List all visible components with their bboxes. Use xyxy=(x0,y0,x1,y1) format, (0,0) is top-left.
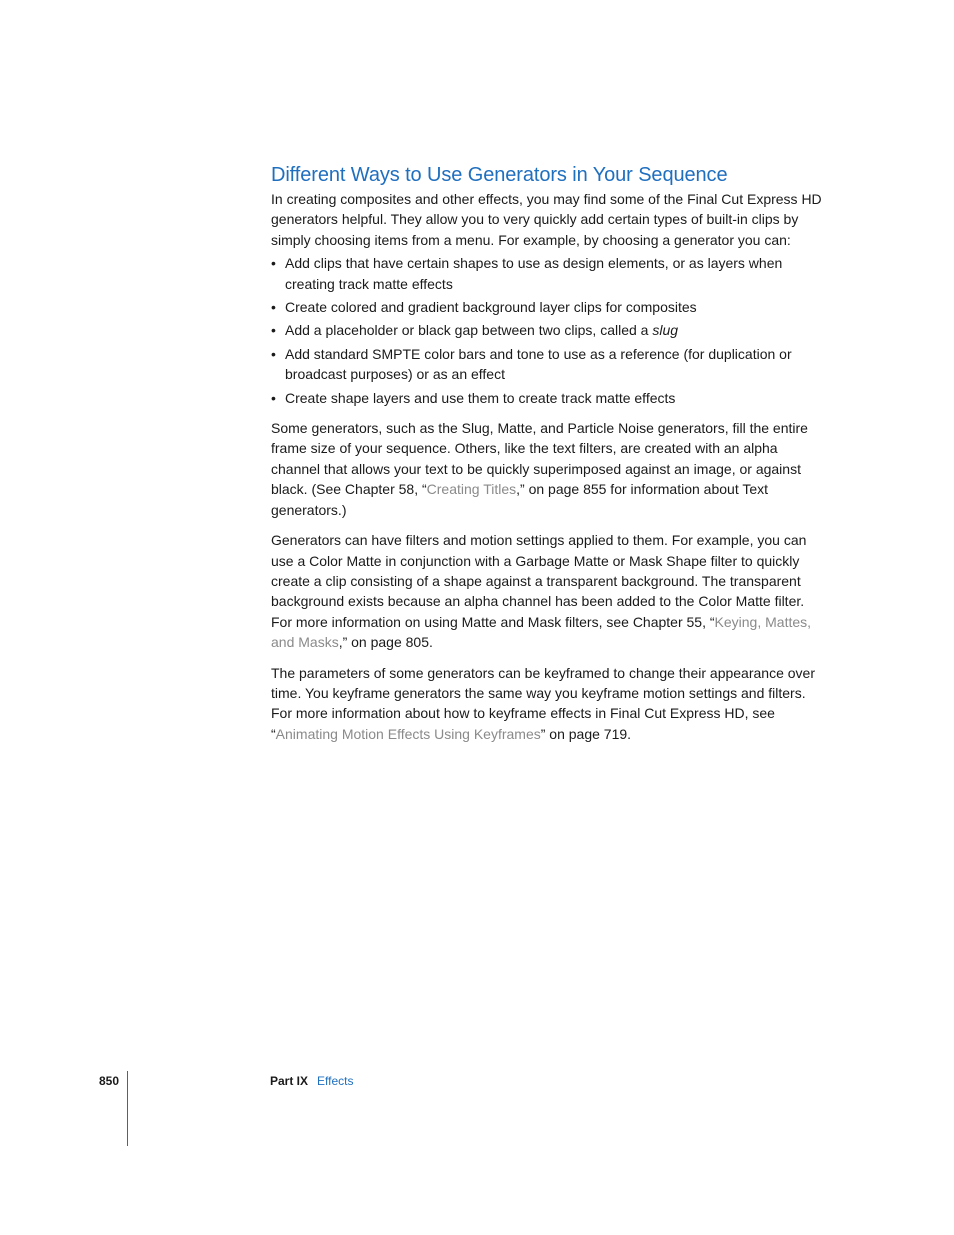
animating-keyframes-link[interactable]: Animating Motion Effects Using Keyframes xyxy=(275,725,541,742)
generator-uses-list xyxy=(271,253,827,408)
list-item-text: Add a placeholder or black gap between two clips, called a xyxy=(285,322,653,339)
list-item-text: Create shape layers and use them to create track matte effects xyxy=(285,389,676,406)
list-item-text: Create colored and gradient background layer clips for composites xyxy=(285,299,697,316)
page-number: 850 xyxy=(99,1074,120,1088)
list-item xyxy=(271,388,827,408)
paragraph-text: The parameters of some generators can be keyframed to change their appearance over time. You keyframe generators the same way you keyframe motion settings and filters. For more information about how to keyframe effects in Final Cut Express HD, see “ xyxy=(271,664,815,742)
slug-term: slug xyxy=(652,322,679,339)
footer-divider xyxy=(127,1071,128,1146)
creating-titles-link[interactable]: Creating Titles xyxy=(426,481,517,498)
paragraph-text: Generators can have filters and motion settings applied to them. For example, you can use a Color Matte in conjunction with a Garbage Matte or Mask Shape filter to quickly create a clip consisting of a shape against a transparent background. The transparent background exists because an alpha channel has been added to the Color Matte filter. For more information on using Matte and Mask filters, see Chapter 55, “ xyxy=(271,532,807,630)
paragraph-text: ,” on page 855 for information about Text generators.) xyxy=(271,481,769,518)
bullet-icon: • xyxy=(271,299,276,316)
page-content xyxy=(271,162,827,744)
keying-mattes-masks-link[interactable]: Keying, Mattes, and Masks xyxy=(271,613,812,651)
list-item xyxy=(271,297,827,317)
bullet-icon: • xyxy=(271,389,276,406)
body-paragraph-filters xyxy=(271,530,827,652)
list-item xyxy=(271,253,827,294)
paragraph-text: ” on page 719. xyxy=(540,725,632,742)
list-item xyxy=(271,344,827,385)
part-title: Effects xyxy=(317,1074,354,1088)
intro-paragraph: In creating composites and other effects, you may find some of the Final Cut Express HD generators helpful. They allow you to very quickly add certain types of built-in clips by simply choosing items from a menu. For example, by choosing a generator you can: xyxy=(271,191,822,248)
list-item xyxy=(271,320,827,340)
list-item-text: Add standard SMPTE color bars and tone to use as a reference (for duplication or broadcast purposes) or as an effect xyxy=(285,345,792,383)
list-item-text: Add clips that have certain shapes to use as design elements, or as layers when creating track matte effects xyxy=(285,255,783,292)
bullet-icon: • xyxy=(271,345,276,362)
part-label: Part IX xyxy=(270,1074,309,1088)
bullet-icon: • xyxy=(271,322,276,339)
paragraph-text: ,” on page 805. xyxy=(338,634,433,651)
paragraph-text: Some generators, such as the Slug, Matte, and Particle Noise generators, fill the entire frame size of your sequence. Others, like the text filters, are created with an alpha channel that allows your text to be quickly superimposed against an image, or against black. (See Chapter 58, “ xyxy=(271,420,808,498)
footer-part-info xyxy=(270,1073,353,1089)
section-heading: Different Ways to Use Generators in Your Sequence xyxy=(271,164,728,186)
bullet-icon: • xyxy=(271,255,276,272)
body-paragraph-generators-fill xyxy=(271,418,827,520)
body-paragraph-keyframes xyxy=(271,663,827,745)
